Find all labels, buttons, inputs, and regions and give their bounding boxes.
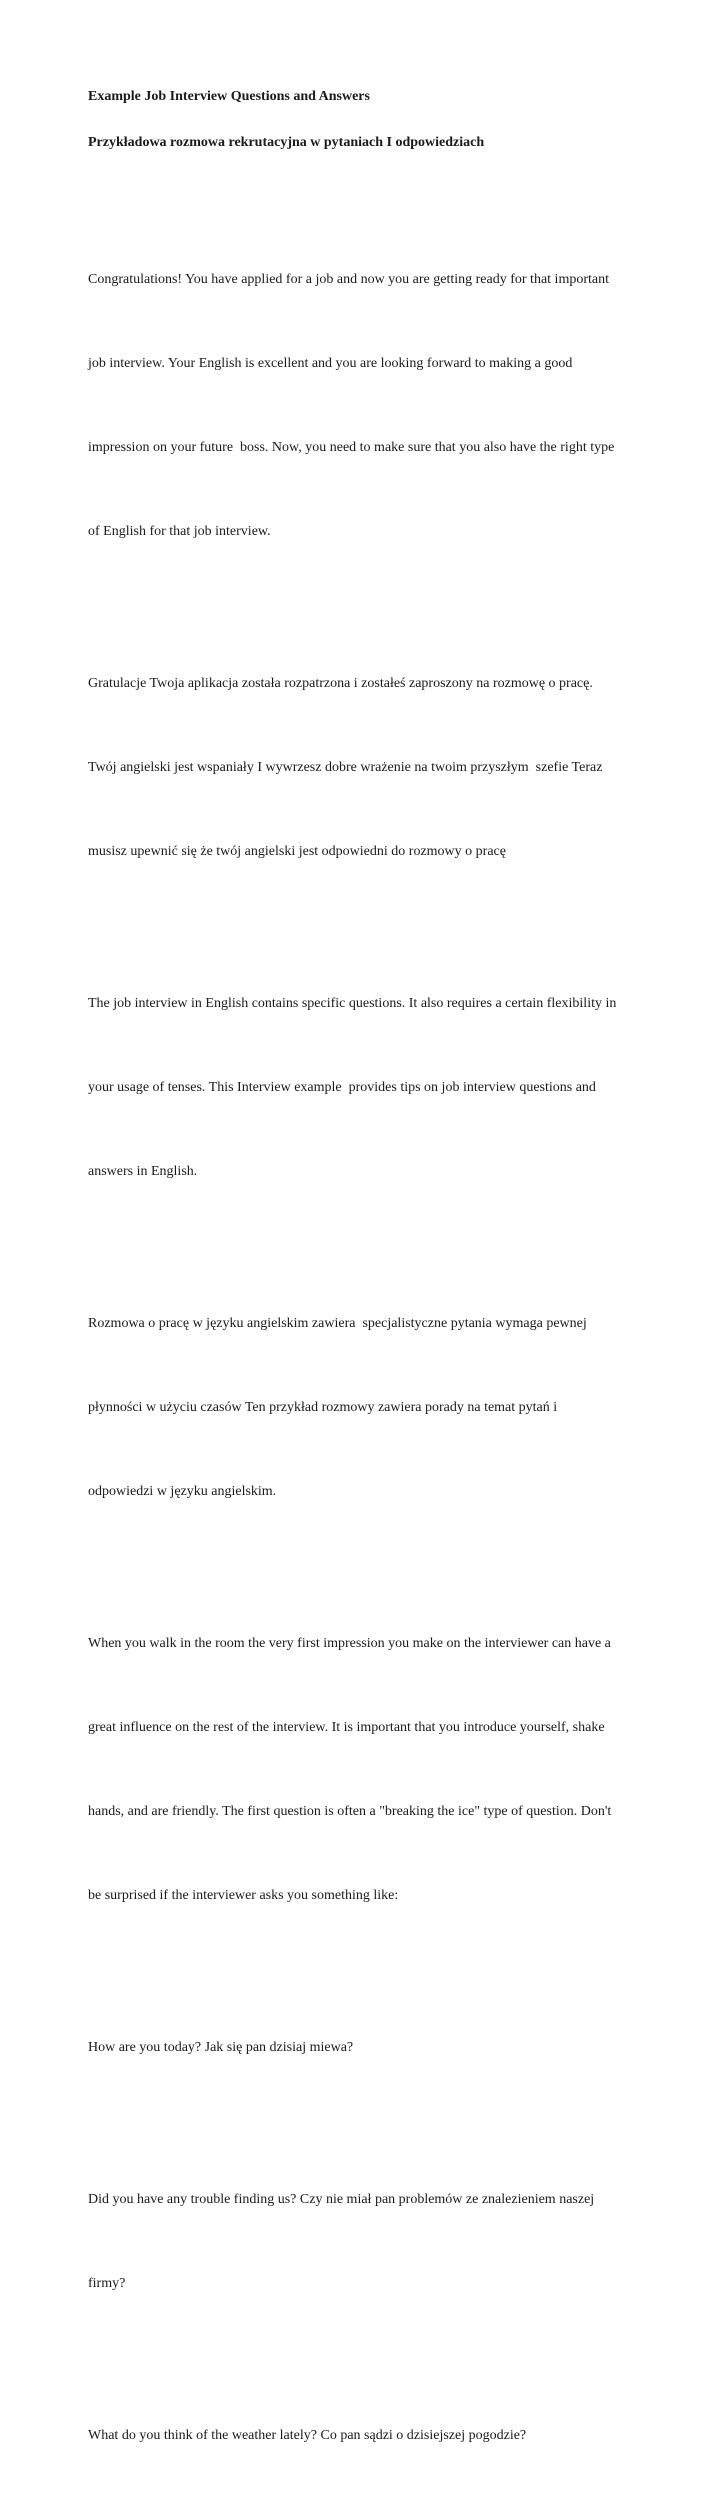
text-line: firmy? [88, 2276, 126, 2291]
question-trouble-finding [88, 2130, 648, 2354]
text-line: Twój angielski jest wspaniały I wywrzesz dobre wrażenie na twoim przyszłym szefie Teraz [88, 760, 603, 775]
text-line: How are you today? Jak się pan dzisiaj miewa? [88, 2040, 354, 2055]
document-title-polish: Przykładowa rozmowa rekrutacyjna w pytaniach I odpowiedziach [88, 135, 485, 150]
document-body [88, 210, 648, 2506]
text-line: be surprised if the interviewer asks you something like: [88, 1888, 399, 1903]
question-how-are-you [88, 1978, 648, 2118]
document-page [88, 86, 648, 2518]
text-line: great influence on the rest of the interview. It is important that you introduce yourself, shake [88, 1720, 605, 1735]
question-weather [88, 2366, 648, 2506]
text-line: job interview. Your English is excellent and you are looking forward to making a good [88, 356, 573, 371]
text-line: musisz upewnić się że twój angielski jest odpowiedni do rozmowy o pracę [88, 844, 506, 859]
text-line: your usage of tenses. This Interview example provides tips on job interview questions and [88, 1080, 596, 1095]
text-line: Did you have any trouble finding us? Czy nie miał pan problemów ze znalezieniem naszej [88, 2192, 595, 2207]
text-line: Gratulacje Twoja aplikacja została rozpatrzona i zostałeś zaproszony na rozmowę o pracę. [88, 676, 593, 691]
text-line: płynności w użyciu czasów Ten przykład rozmowy zawiera porady na temat pytań i [88, 1400, 558, 1415]
paragraph-first-impression [88, 1574, 648, 1966]
text-line: When you walk in the room the very first impression you make on the interviewer can have a [88, 1636, 611, 1651]
text-line: hands, and are friendly. The first question is often a "breaking the ice" type of question. Don't [88, 1804, 612, 1819]
text-line: of English for that job interview. [88, 524, 271, 539]
text-line: The job interview in English contains specific questions. It also requires a certain flexibility in [88, 996, 617, 1011]
document-title-english: Example Job Interview Questions and Answers [88, 89, 370, 104]
text-line: Rozmowa o pracę w języku angielskim zawiera specjalistyczne pytania wymaga pewnej [88, 1316, 587, 1331]
text-line: What do you think of the weather lately? Co pan sądzi o dzisiejszej pogodzie? [88, 2428, 527, 2443]
text-line: answers in English. [88, 1164, 198, 1179]
paragraph-intro-polish [88, 614, 648, 922]
paragraph-questions-english [88, 934, 648, 1242]
text-line: impression on your future boss. Now, you need to make sure that you also have the right type [88, 440, 615, 455]
text-line: Congratulations! You have applied for a job and now you are getting ready for that important [88, 272, 609, 287]
text-line: odpowiedzi w języku angielskim. [88, 1484, 277, 1499]
paragraph-questions-polish [88, 1254, 648, 1562]
paragraph-intro-english [88, 210, 648, 602]
